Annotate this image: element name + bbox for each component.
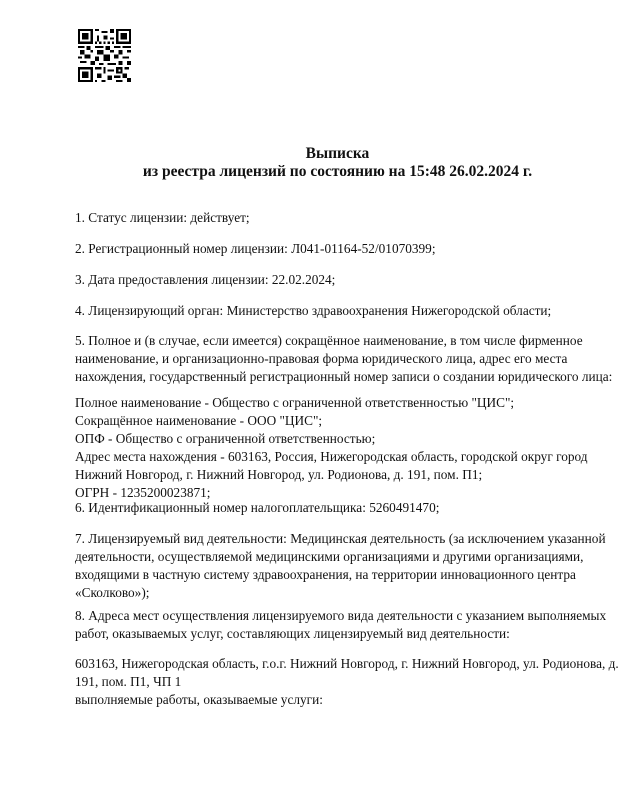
organization-details xyxy=(75,394,605,502)
text-line: деятельности, осуществляемой медицинскими организациями и другими организациями, xyxy=(75,549,584,564)
text-line: входящими в частную систему здравоохранения, на территории инновационного центра xyxy=(75,567,576,582)
licensing-body: 4. Лицензирующий орган: Министерство здравоохранения Нижегородской области; xyxy=(75,303,552,318)
services-label: выполняемые работы, оказываемые услуги: xyxy=(75,692,323,707)
legal-address-cont: Нижний Новгород, г. Нижний Новгород, ул. Родионова, д. 191, пом. П1; xyxy=(75,467,483,482)
inn: 6. Идентификационный номер налогоплательщика: 5260491470; xyxy=(75,500,440,515)
text-line: 8. Адреса мест осуществления лицензируемого вида деятельности с указанием выполняемых xyxy=(75,608,607,623)
short-name: Сокращённое наименование - ООО "ЦИС"; xyxy=(75,413,323,428)
text-line: нахождения, государственный регистрационный номер записи о создании юридического лица: xyxy=(75,369,613,384)
text-line: 191, пом. П1, ЧП 1 xyxy=(75,674,182,689)
legal-form: ОПФ - Общество с ограниченной ответственностью; xyxy=(75,431,376,446)
name-heading xyxy=(75,332,613,386)
qr-code-icon xyxy=(78,29,131,82)
licensed-activity xyxy=(75,530,605,602)
document-subtitle: из реестра лицензий по состоянию на 15:48 26.02.2024 г. xyxy=(142,163,533,180)
text-line: наименование, и организационно-правовая форма юридического лица, адрес его места xyxy=(75,351,568,366)
legal-address: Адрес места нахождения - 603163, Россия, Нижегородская область, городской округ город xyxy=(75,449,588,464)
license-status: 1. Статус лицензии: действует; xyxy=(75,210,250,225)
activity-address xyxy=(75,655,619,709)
full-name: Полное наименование - Общество с ограниченной ответственностью "ЦИС"; xyxy=(75,395,515,410)
text-line: 603163, Нижегородская область, г.о.г. Нижний Новгород, г. Нижний Новгород, ул. Родионова, д. xyxy=(75,656,619,671)
issue-date: 3. Дата предоставления лицензии: 22.02.2024; xyxy=(75,272,336,287)
addresses-heading xyxy=(75,607,605,643)
text-line: 5. Полное и (в случае, если имеется) сокращённое наименование, в том числе фирменное xyxy=(75,333,583,348)
document-title: Выписка xyxy=(305,145,370,162)
registration-number: 2. Регистрационный номер лицензии: Л041-01164-52/01070399; xyxy=(75,241,436,256)
text-line: «Сколково»); xyxy=(75,585,150,600)
ogrn: ОГРН - 1235200023871; xyxy=(75,485,211,500)
text-line: 7. Лицензируемый вид деятельности: Медицинская деятельность (за исключением указанной xyxy=(75,531,606,546)
text-line: работ, оказываемых услуг, составляющих лицензируемый вид деятельности: xyxy=(75,626,510,641)
